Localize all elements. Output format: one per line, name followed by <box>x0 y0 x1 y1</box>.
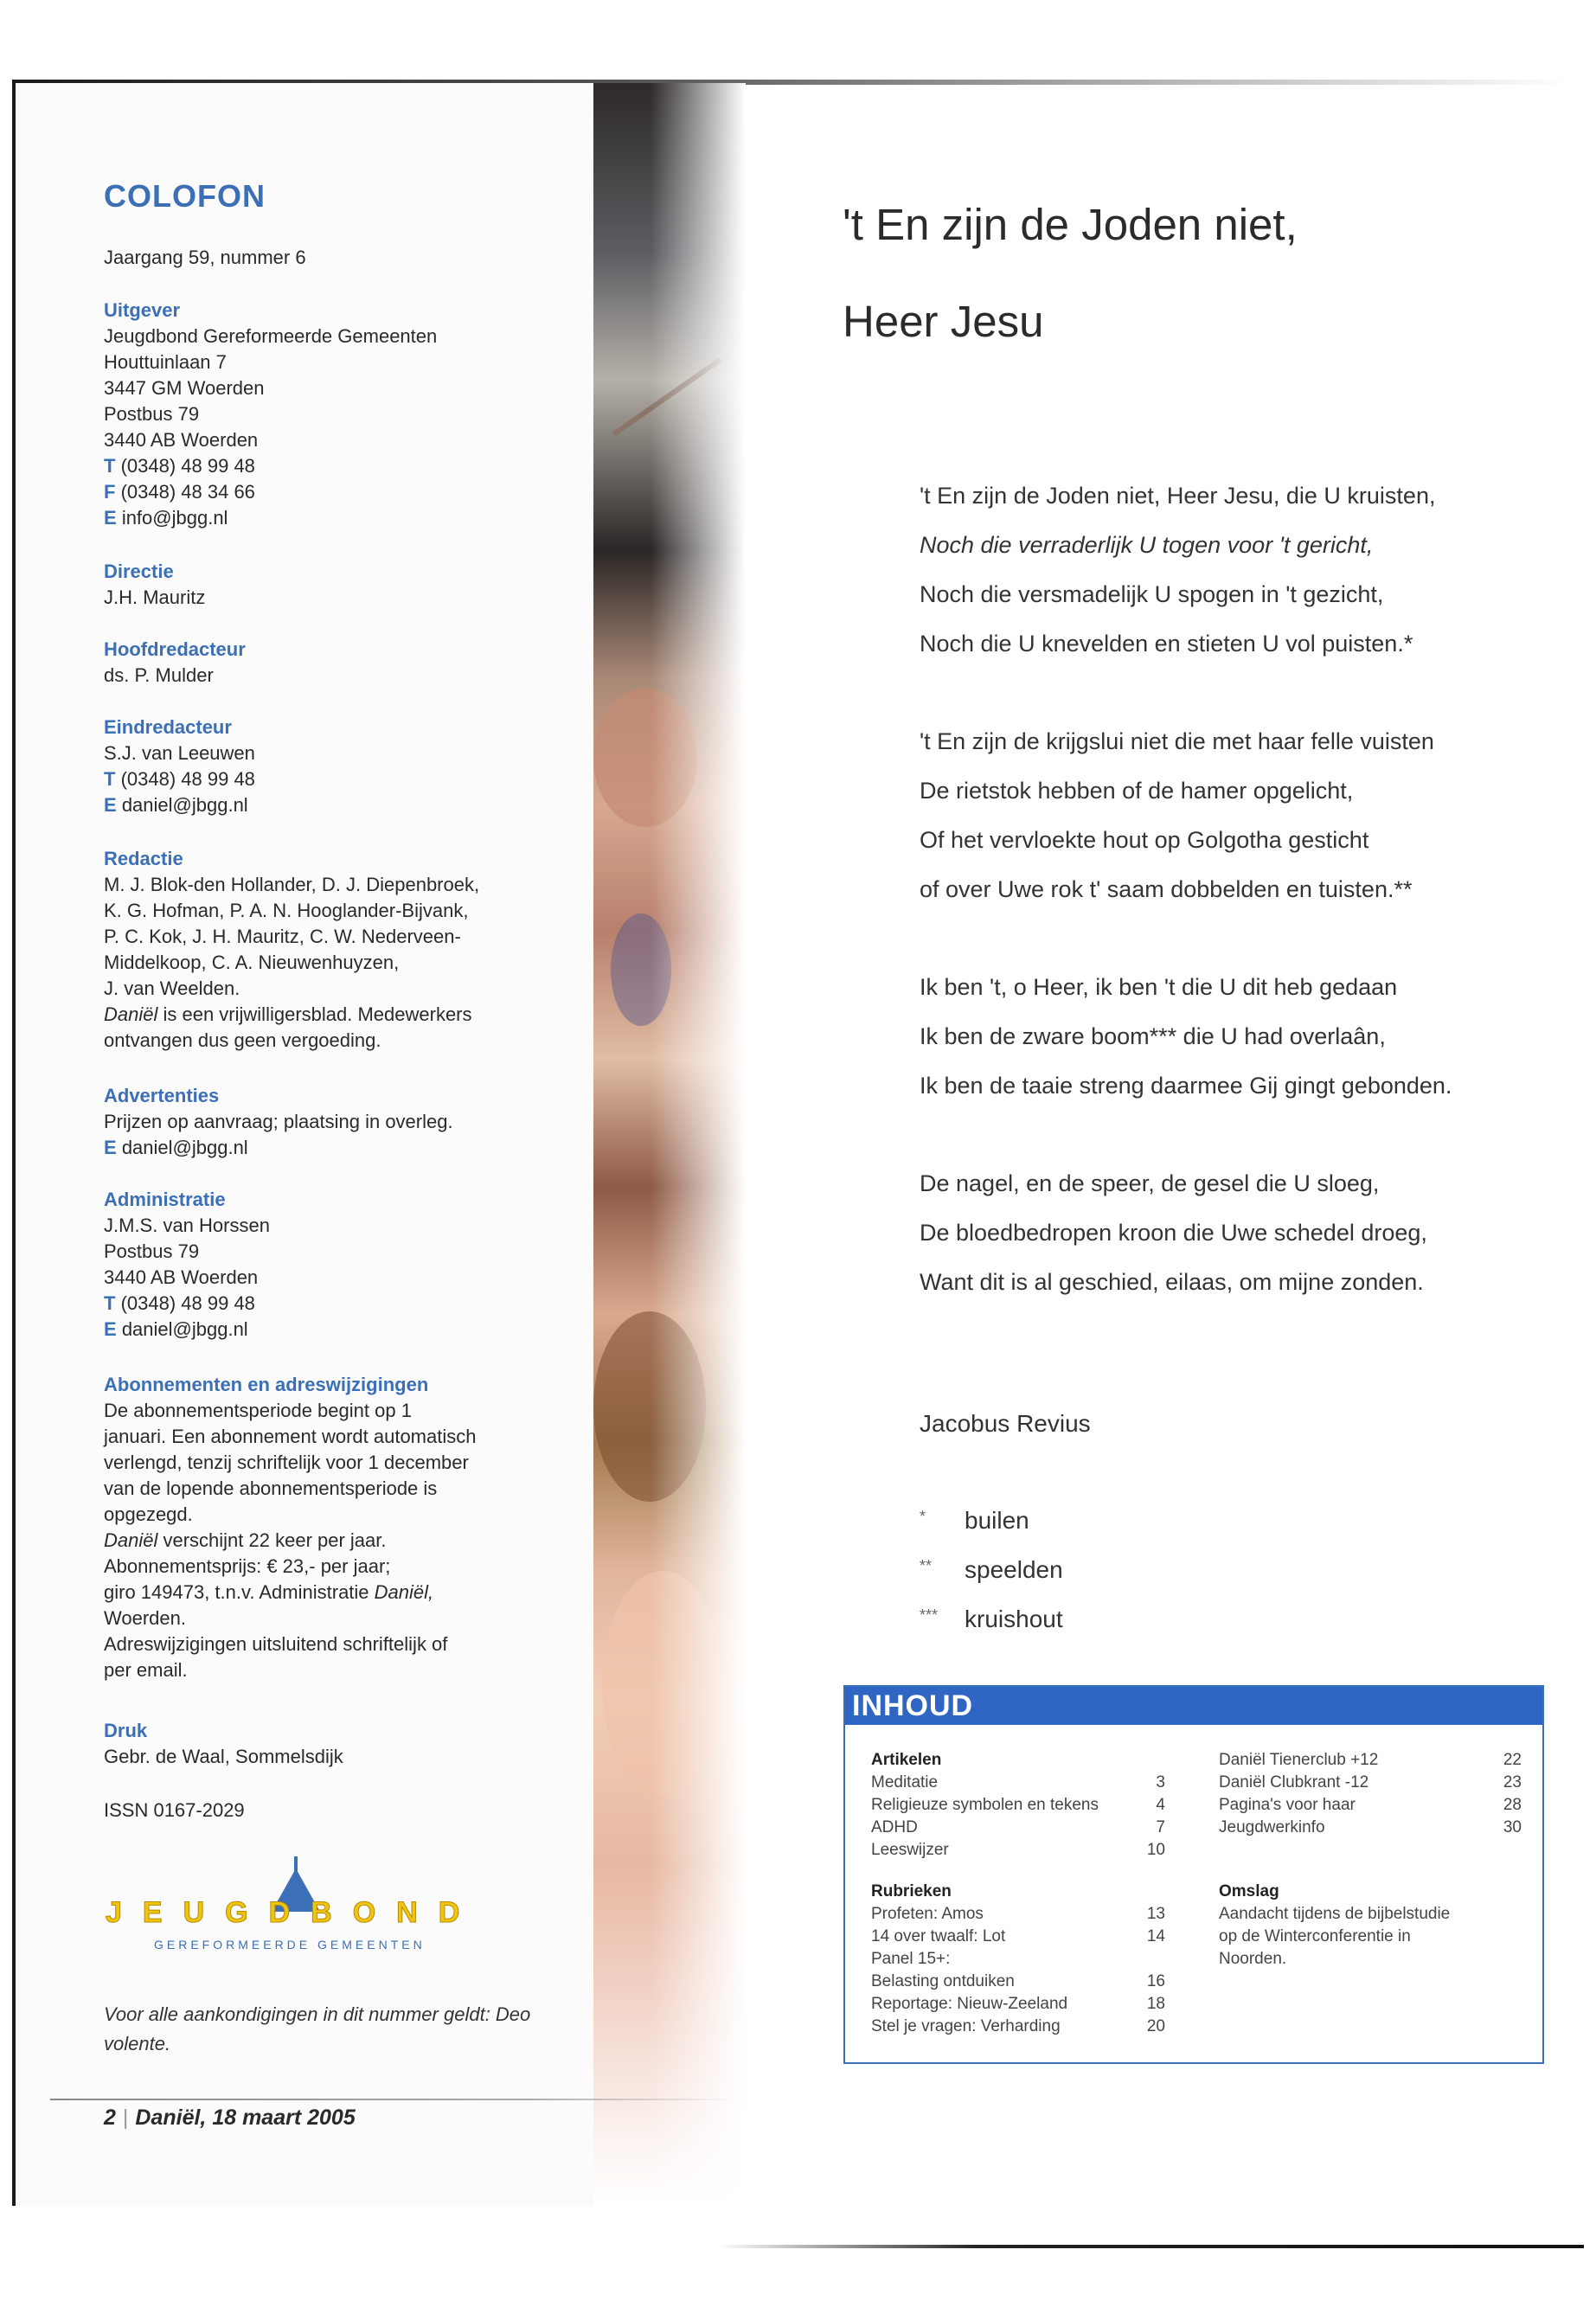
poem-line: Noch die verraderlijk U togen voor 't gericht, <box>920 532 1374 558</box>
toc-column-right: Daniël Tienerclub +12 22 Daniël Clubkrant -12 23 Pagina's voor haar 28 Jeugdwerkinfo 30 Omslag Aandacht tijdens de bijbelstudie op de Winterconferentie in Noorden. <box>1219 1751 1522 1968</box>
poem-line: De rietstok hebben of de hamer opgelicht, <box>920 778 1354 804</box>
footer-rule <box>50 2099 734 2100</box>
poem-line: De nagel, en de speer, de gesel die U sloeg, <box>920 1170 1380 1196</box>
uitgever-heading: Uitgever <box>104 299 181 321</box>
poem-title-line-2: Heer Jesu <box>843 297 1044 346</box>
poem-line: De bloedbedropen kroon die Uwe schedel droeg, <box>920 1220 1427 1246</box>
poem-line: 't En zijn de Joden niet, Heer Jesu, die U kruisten, <box>920 483 1436 509</box>
toc-entry[interactable]: ADHD 7 <box>871 1818 1165 1836</box>
toc-heading-rubrieken: Rubrieken <box>871 1882 952 1900</box>
eindredacteur-email[interactable]: daniel@jbgg.nl <box>121 794 248 816</box>
toc-entry[interactable]: Leeswijzer 10 <box>871 1841 1165 1859</box>
directie-section: Directie J.H. Mauritz <box>104 561 206 608</box>
redactie-section: Redactie M. J. Blok-den Hollander, D. J. Diepenbroek, K. G. Hofman, P. A. N. Hooglander-Bijvank, P. C. Kok, J. H. Mauritz, C. W. Nederveen- Middelkoop, C. A. Nieuwenhuyzen, J. van Weelden. Daniël is een vrijwilligersblad. Medewerkers ontvangen dus geen vergoeding. <box>104 848 480 1051</box>
toc-entry[interactable]: Belasting ontduiken 16 <box>871 1972 1165 1990</box>
hoofdredacteur-section: Hoofdredacteur ds. P. Mulder <box>104 638 246 686</box>
toc-heading-omslag: Omslag <box>1219 1882 1279 1900</box>
toc-entry[interactable]: Religieuze symbolen en tekens 4 <box>871 1796 1165 1814</box>
uitgever-section: Uitgever Jeugdbond Gereformeerde Gemeenten Houttuinlaan 7 3447 GM Woerden Postbus 79 3440 AB Woerden T (0348) 48 99 48 F (0348) 48 34 66 E info@jbgg.nl <box>104 298 571 531</box>
administratie-section: Administratie J.M.S. van Horssen Postbus 79 3440 AB Woerden T (0348) 48 99 48 E daniel@jbgg.nl <box>104 1189 270 1340</box>
cover-photo-strip <box>593 83 746 2206</box>
poem-author: Jacobus Revius <box>920 1410 1091 1437</box>
toc-entry[interactable]: Pagina's voor haar 28 <box>1219 1796 1522 1814</box>
poem-line: of over Uwe rok t' saam dobbelden en tuisten.** <box>920 876 1413 902</box>
eindredacteur-section: Eindredacteur S.J. van Leeuwen T (0348) 48 99 48 E daniel@jbgg.nl <box>104 716 255 816</box>
colofon-title: COLOFON <box>104 178 266 214</box>
scan-edge-bottom <box>719 2245 1584 2248</box>
poem-line: Ik ben de zware boom*** die U had overlaân, <box>920 1023 1386 1049</box>
page-number: 2 <box>104 2106 116 2130</box>
toc-column-left <box>871 1749 1165 2038</box>
toc-entry[interactable]: Meditatie 3 <box>871 1773 1165 1791</box>
poem-line: Ik ben 't, o Heer, ik ben 't die U dit heb gedaan <box>920 974 1398 1000</box>
issn: ISSN 0167-2029 <box>104 1799 245 1821</box>
deo-volente-note: Voor alle aankondigingen in dit nummer geldt: Deo volente. <box>104 2003 531 2054</box>
jeugdbond-logo: JEUGDBOND GEREFORMEERDE GEMEENTEN <box>106 1868 486 1955</box>
toc-entry[interactable]: Profeten: Amos 13 <box>871 1905 1165 1923</box>
footnote: ** speelden <box>920 1556 1063 1583</box>
inhoud-box <box>843 1685 1544 2064</box>
poem-line: Want dit is al geschied, eilaas, om mijne zonden. <box>920 1269 1424 1295</box>
toc-entry[interactable]: Jeugdwerkinfo 30 <box>1219 1818 1522 1836</box>
footnote: *** kruishout <box>920 1606 1063 1632</box>
toc-entry[interactable]: Daniël Tienerclub +12 22 <box>1219 1751 1522 1769</box>
poem-line: 't En zijn de krijgslui niet die met haar felle vuisten <box>920 728 1434 754</box>
jaargang: Jaargang 59, nummer 6 <box>104 247 306 268</box>
toc-entry[interactable]: 14 over twaalf: Lot 14 <box>871 1927 1165 1945</box>
poem-line: Ik ben de taaie streng daarmee Gij gingt gebonden. <box>920 1073 1452 1099</box>
toc-entry[interactable]: Panel 15+: <box>871 1950 951 1968</box>
poem-body <box>920 476 1560 1311</box>
toc-entry[interactable]: Daniël Clubkrant -12 23 <box>1219 1773 1522 1791</box>
administratie-email[interactable]: daniel@jbgg.nl <box>121 1318 248 1340</box>
poem-line: Noch die U knevelden en stieten U vol puisten.* <box>920 631 1413 657</box>
scan-edge-left <box>12 83 16 2206</box>
advertenties-section: Advertenties Prijzen op aanvraag; plaatsing in overleg. E daniel@jbgg.nl <box>104 1085 453 1158</box>
uitgever-fax: (0348) 48 34 66 <box>120 481 255 503</box>
poem-line: Of het vervloekte hout op Golgotha gesticht <box>920 827 1369 853</box>
toc-entry[interactable]: Stel je vragen: Verharding 20 <box>871 2017 1165 2035</box>
footnote: * builen <box>920 1507 1029 1534</box>
uitgever-email[interactable]: info@jbgg.nl <box>121 507 228 529</box>
druk-section: Druk Gebr. de Waal, Sommelsdijk <box>104 1720 343 1767</box>
uitgever-phone: (0348) 48 99 48 <box>120 455 255 477</box>
toc-heading-artikelen: Artikelen <box>871 1751 942 1769</box>
poem-title-line-1: 't En zijn de Joden niet, <box>843 200 1298 249</box>
toc-entry[interactable]: Reportage: Nieuw-Zeeland 18 <box>871 1995 1165 2013</box>
issue-date: Daniël, 18 maart 2005 <box>135 2106 356 2130</box>
poem-line: Noch die versmadelijk U spogen in 't gezicht, <box>920 581 1384 607</box>
advertenties-email[interactable]: daniel@jbgg.nl <box>121 1137 248 1158</box>
abonnementen-section: Abonnementen en adreswijzigingen De abonnementsperiode begint op 1 januari. Een abonnement wordt automatisch verlengd, tenzij schriftelijk voor 1 december van de lopende abonnementsperiode is opgezegd. Daniël verschijnt 22 keer per jaar. Abonnementsprijs: € 23,- per jaar; giro 149473, t.n.v. Administratie Daniël, Woerden. Adreswijzigingen uitsluitend schriftelijk of per email. <box>104 1374 477 1681</box>
page-footer: 2 | Daniël, 18 maart 2005 <box>104 2106 356 2130</box>
poem-footnotes <box>920 1507 1063 1655</box>
inhoud-title: INHOUD <box>845 1687 1542 1725</box>
